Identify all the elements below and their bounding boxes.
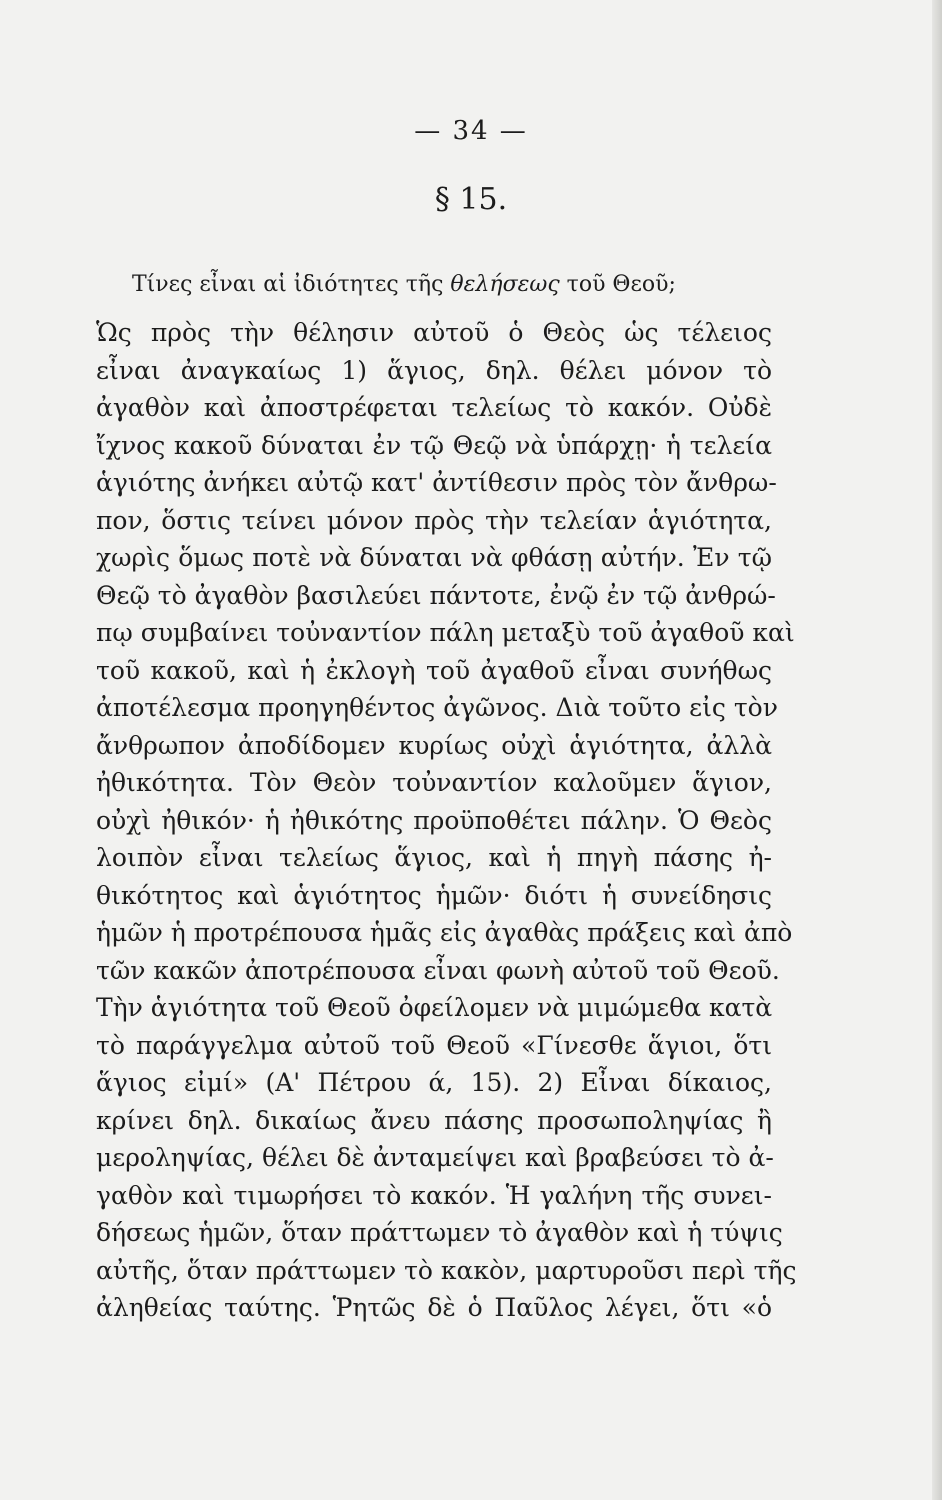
text-line: ἡμῶν ἡ προτρέπουσα ἡμᾶς εἰς ἀγαθὰς πράξεις καὶ ἀπὸ (96, 918, 793, 947)
text-line: δήσεως ἡμῶν, ὅταν πράττωμεν τὸ ἀγαθὸν καὶ ἡ τύψις (96, 1218, 783, 1247)
text-line: πον, ὅστις τείνει μόνον πρὸς τὴν τελείαν ἁγιότητα, (96, 505, 772, 535)
text-line: ἄνθρωπον ἀποδίδομεν κυρίως οὐχὶ ἁγιότητα, ἀλλὰ (96, 730, 772, 760)
page-number: — 34 — (414, 116, 528, 146)
question-text-italic: θελήσεως (450, 272, 560, 297)
text-line: ἀγαθὸν καὶ ἀποστρέφεται τελείως τὸ κακόν. Οὐδὲ (96, 393, 772, 422)
page-edge-shadow (932, 0, 942, 1500)
text-line: Θεῷ τὸ ἀγαθὸν βασιλεύει πάντοτε, ἐνῷ ἐν τῷ ἀνθρώ- (96, 580, 776, 610)
text-line: τοῦ κακοῦ, καὶ ἡ ἐκλογὴ τοῦ ἀγαθοῦ εἶναι συνήθως (96, 655, 772, 685)
text-line: κρίνει δηλ. δικαίως ἄνευ πάσης προσωποληψίας ἢ (96, 1105, 772, 1135)
question-text-after: τοῦ Θεοῦ; (559, 272, 676, 297)
text-line: ἀποτέλεσμα προηγηθέντος ἀγῶνος. Διὰ τοῦτο εἰς τὸν (96, 693, 778, 722)
text-line: ἁγιότης ἀνήκει αὐτῷ κατ' ἀντίθεσιν πρὸς τὸν ἄνθρω- (96, 468, 777, 497)
text-line: ἅγιος εἰμί» (Α' Πέτρου ά, 15). 2) Εἶναι δίκαιος, (96, 1068, 772, 1097)
section-heading: § 15. (434, 182, 508, 217)
text-line: αὐτῆς, ὅταν πράττωμεν τὸ κακὸν, μαρτυροῦσι περὶ τῆς (96, 1255, 797, 1285)
question-text-before: Τίνες εἶναι αἱ ἰδιότητες τῆς (132, 272, 451, 297)
text-line: εἶναι ἀναγκαίως 1) ἅγιος, δηλ. θέλει μόνον τὸ (96, 355, 772, 385)
text-line: λοιπὸν εἶναι τελείως ἅγιος, καὶ ἡ πηγὴ πάσης ἠ- (96, 843, 772, 872)
text-line: ἴχνος κακοῦ δύναται ἐν τῷ Θεῷ νὰ ὑπάρχῃ· ἡ τελεία (96, 430, 772, 460)
text-line: τὸ παράγγελμα αὐτοῦ τοῦ Θεοῦ «Γίνεσθε ἅγιοι, ὅτι (96, 1030, 772, 1060)
text-line: ἀληθείας ταύτης. Ῥητῶς δὲ ὁ Παῦλος λέγει, ὅτι «ὁ (96, 1293, 772, 1322)
text-line: γαθὸν καὶ τιμωρήσει τὸ κακόν. Ἡ γαλήνη τῆς συνει- (96, 1180, 772, 1210)
text-line: πῳ συμβαίνει τοὐναντίον πάλη μεταξὺ τοῦ ἀγαθοῦ καὶ (96, 618, 795, 647)
text-line: θικότητος καὶ ἁγιότητος ἡμῶν· διότι ἡ συνείδησις (96, 880, 772, 910)
question-heading (132, 272, 832, 297)
text-line: Τὴν ἁγιότητα τοῦ Θεοῦ ὀφείλομεν νὰ μιμώμεθα κατὰ (96, 993, 773, 1022)
text-line: Ὡς πρὸς τὴν θέλησιν αὐτοῦ ὁ Θεὸς ὡς τέλειος (96, 318, 772, 347)
body-text (96, 314, 797, 1327)
text-line: τῶν κακῶν ἀποτρέπουσα εἶναι φωνὴ αὐτοῦ τοῦ Θεοῦ. (96, 955, 780, 985)
text-line: ἠθικότητα. Τὸν Θεὸν τοὐναντίον καλοῦμεν ἅγιον, (96, 768, 772, 797)
text-line: οὐχὶ ἠθικόν· ἡ ἠθικότης προϋποθέτει πάλην. Ὁ Θεὸς (96, 805, 772, 835)
text-line: μεροληψίας, θέλει δὲ ἀνταμείψει καὶ βραβεύσει τὸ ἀ- (96, 1143, 774, 1172)
text-line: χωρὶς ὅμως ποτὲ νὰ δύναται νὰ φθάσῃ αὐτήν. Ἐν τῷ (96, 543, 772, 572)
